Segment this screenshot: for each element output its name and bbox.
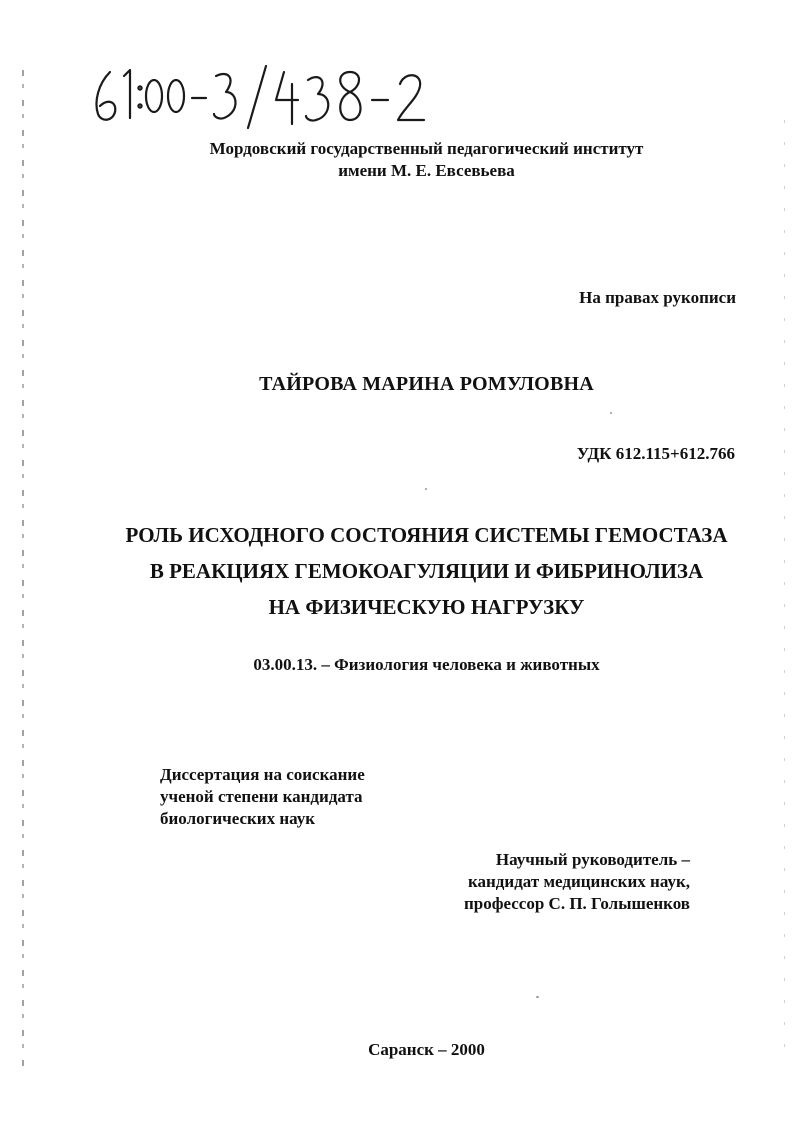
handwritten-archive-code xyxy=(88,62,438,134)
scan-speck xyxy=(536,996,539,998)
dissertation-line-2: ученой степени кандидата xyxy=(160,787,363,806)
supervisor-block xyxy=(464,849,690,915)
institution-name-line-1: Мордовский государственный педагогический институт xyxy=(209,139,644,158)
udk-code: УДК 612.115+612.766 xyxy=(576,444,735,463)
title-line-1: РОЛЬ ИСХОДНОГО СОСТОЯНИЯ СИСТЕМЫ ГЕМОСТАЗА xyxy=(125,523,728,547)
dissertation-statement xyxy=(160,764,365,830)
supervisor-line-3: профессор С. П. Голышенков xyxy=(464,894,690,913)
institution-name-line-2: имени М. Е. Евсевьева xyxy=(338,161,515,180)
rights-note: На правах рукописи xyxy=(579,288,736,307)
scan-edge-right xyxy=(784,120,785,1060)
scan-speck xyxy=(610,412,612,414)
supervisor-line-2: кандидат медицинских наук, xyxy=(467,872,690,891)
dissertation-line-3: биологических наук xyxy=(160,809,316,828)
title-line-3: НА ФИЗИЧЕСКУЮ НАГРУЗКУ xyxy=(268,595,585,619)
author-name: ТАЙРОВА МАРИНА РОМУЛОВНА xyxy=(259,373,594,395)
supervisor-line-1: Научный руководитель – xyxy=(495,850,690,869)
specialty-code: 03.00.13. – Физиология человека и животных xyxy=(253,655,600,674)
scan-speck xyxy=(425,488,427,490)
dissertation-line-1: Диссертация на соискание xyxy=(160,765,365,784)
title-line-2: В РЕАКЦИЯХ ГЕМОКОАГУЛЯЦИИ И ФИБРИНОЛИЗА xyxy=(149,559,704,583)
city-year: Саранск – 2000 xyxy=(368,1040,485,1059)
